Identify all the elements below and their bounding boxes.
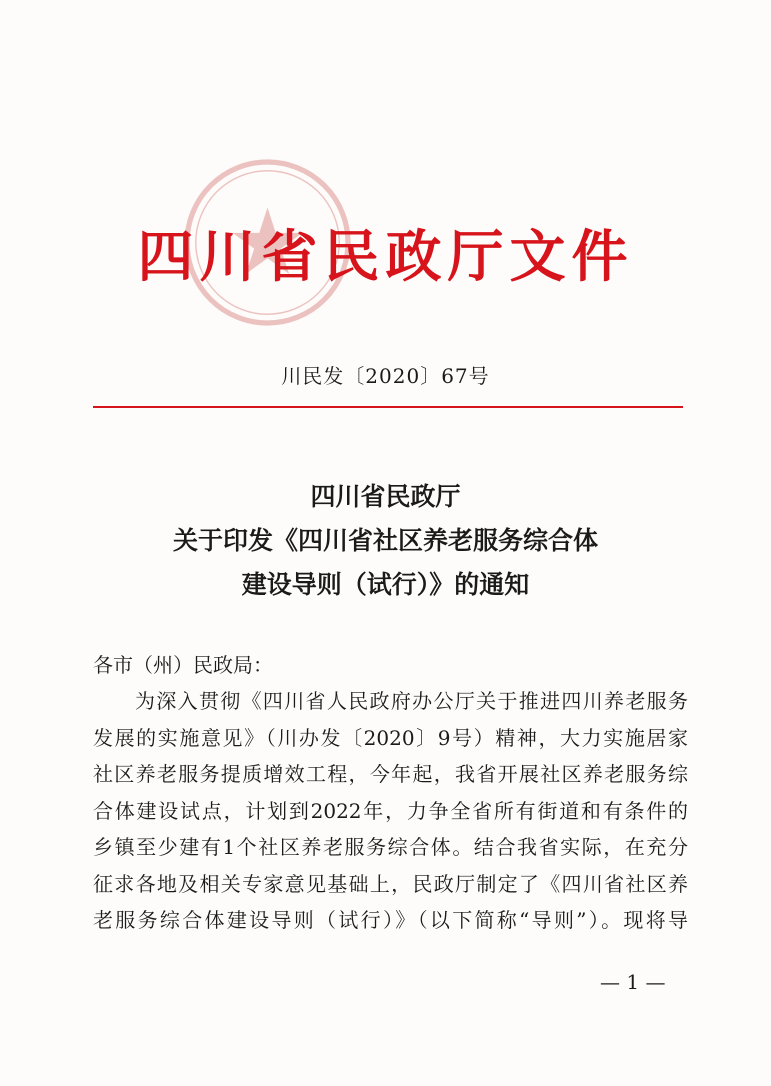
title-line: 建设导则（试行）》的通知 [241, 570, 530, 599]
body-paragraph [93, 683, 688, 939]
salutation: 各市（州）民政局： [93, 653, 273, 677]
body-line: 发展的实施意见》（川办发〔2020〕9号）精神，大力实施居家 [93, 725, 688, 750]
body-line: 合体建设试点，计划到2022年，力争全省所有街道和有条件的 [93, 798, 688, 823]
body-line: 为深入贯彻《四川省人民政府办公厅关于推进四川养老服务 [135, 689, 688, 713]
body-line: 乡镇至少建有1个社区养老服务综合体。结合我省实际，在充分 [93, 835, 688, 859]
red-divider [93, 406, 683, 408]
title-line: 关于印发《四川省社区养老服务综合体 [172, 526, 598, 555]
agency-masthead: 四川省民政厅文件 [137, 225, 634, 290]
document-title [0, 475, 771, 607]
page-number: — 1 — [600, 970, 666, 994]
body-line: 征求各地及相关专家意见基础上，民政厅制定了《四川省社区养 [93, 871, 688, 896]
title-line: 四川省民政厅 [310, 482, 461, 511]
document-number: 川民发〔2020〕67号 [281, 364, 490, 388]
body-line: 老服务综合体建设导则（试行）》（以下简称“导则”）。现将导 [93, 908, 688, 932]
body-line: 社区养老服务提质增效工程，今年起，我省开展社区养老服务综 [93, 762, 688, 786]
